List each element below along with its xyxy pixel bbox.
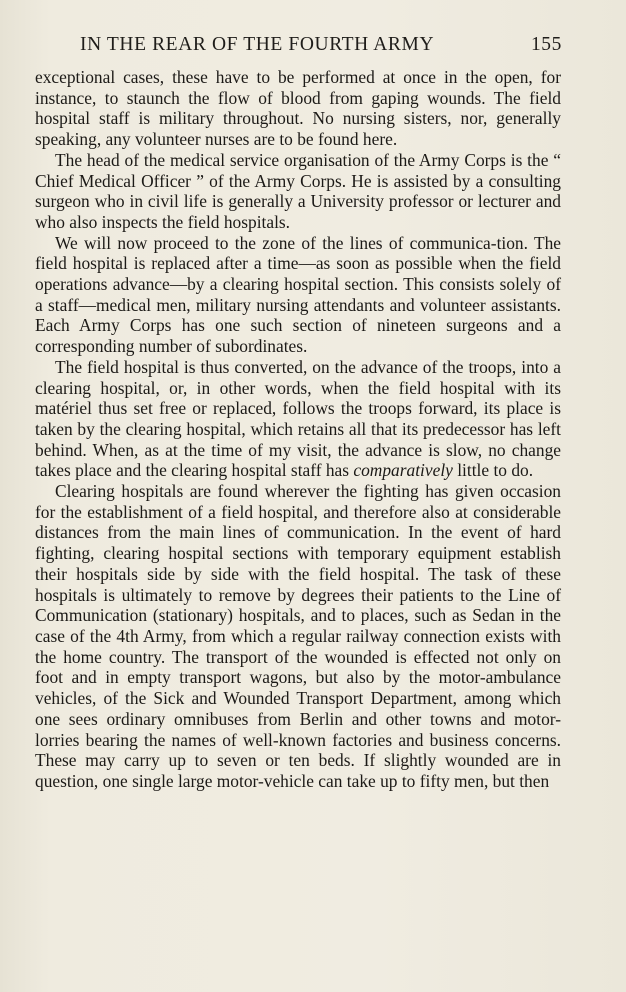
page-number: 155 xyxy=(530,34,562,55)
running-header xyxy=(80,34,562,58)
paragraph-conversion xyxy=(35,357,561,481)
paragraph-continuation: exceptional cases, these have to be performed at once in the open, for instance, to staunch the flow of blood from gaping wounds. The field hospital staff is military throughout. No nursing sisters, nor, generally speaking, any volunteer nurses are to be found here. xyxy=(35,67,561,150)
paragraph-clearing-section: We will now proceed to the zone of the lines of communica-tion. The field hospital is replaced after a time—as soon as possible when the field operations advance—by a clearing hospital section. This consists solely of a staff—medical men, military nursing attendants and volunteer assistants. Each Army Corps has one such section of nineteen surgeons and a corresponding number of subordinates. xyxy=(35,232,561,357)
paragraph-conversion-tail: little to do. xyxy=(452,460,534,481)
body-text xyxy=(35,67,561,792)
paragraph-clearing-hospitals: Clearing hospitals are found wherever the fighting has given occasion for the establishment of a field hospital, and therefore also at considerable distances from the main lines of communication. In the event of hard fighting, clearing hospital sections with temporary equipment establish their hospitals side by side with the field hospital. The task of these hospitals is ultimately to remove by degrees their patients to the Line of Communication (stationary) hospitals, and to places, such as Sedan in the case of the 4th Army, from which a regular railway connection exists with the home country. The transport of the wounded is effected not only on foot and in empty transport wagons, but also by the motor-ambulance vehicles, of the Sick and Wounded Transport Department, among which one sees ordinary omnibuses from Berlin and other towns and motor-lorries bearing the names of well-known factories and business concerns. These may carry up to seven or ten beds. If slightly wounded are in question, one single large motor-vehicle can take up to fifty men, but then xyxy=(35,481,561,791)
paragraph-conversion-text: The field hospital is thus converted, on the advance of the troops, into a clearing hospital, or, in other words, when the field hospital with its matériel thus set free or replaced, follows the troops forward, its place is taken by the clearing hospital, which retains all that its predecessor has left behind. When, as at the time of my visit, the advance is slow, no change takes place and the clearing hospital staff has xyxy=(35,356,561,481)
running-title: IN THE REAR OF THE FOURTH ARMY xyxy=(80,34,435,55)
italic-emphasis: comparatively xyxy=(353,460,453,481)
paragraph-medical-officer: The head of the medical service organisation of the Army Corps is the “ Chief Medical Officer ” of the Army Corps. He is assisted by a consulting surgeon who in civil life is generally a University professor or lecturer and who also inspects the field hospitals. xyxy=(35,149,561,232)
